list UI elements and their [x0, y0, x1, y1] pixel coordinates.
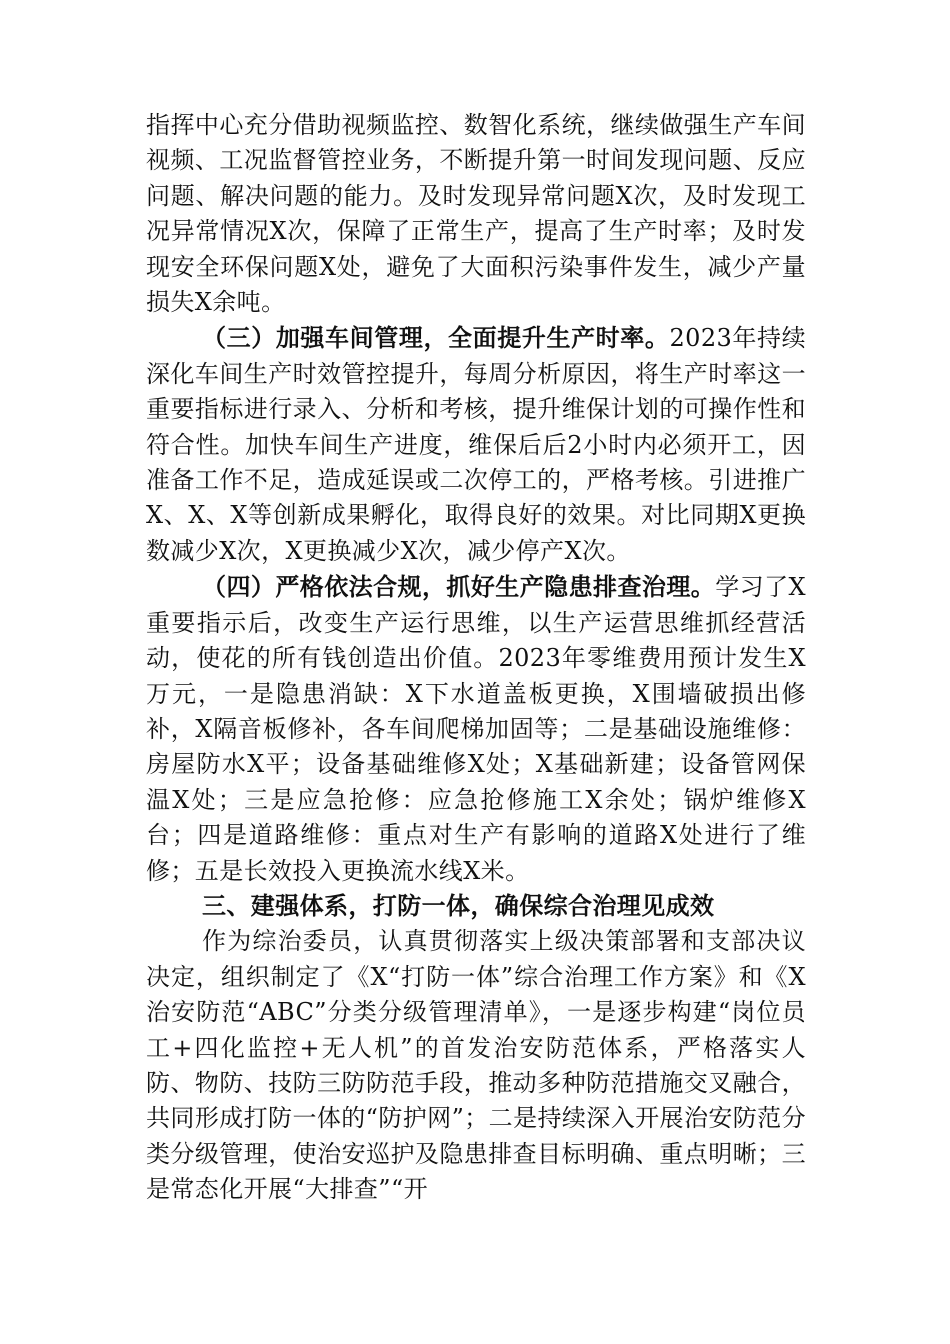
body-paragraph: 作为综治委员，认真贯彻落实上级决策部署和支部决议决定，组织制定了《X“打防一体”综合治理工作方案》和《X治安防范“ABC”分类分级管理清单》，一是逐步构建“岗位员工+四化监控+无人机”的首发治安防范体系，严格落实人防、物防、技防三防防范手段，推动多种防范措施交叉融合，共同形成打防一体的“防护网”；二是持续深入开展治安防范分类分级管理，使治安巡护及隐患排查目标明确、重点明晰；三是常态化开展“大排查”“开 [146, 927, 806, 1204]
section-heading: 三、建强体系，打防一体，确保综合治理见成效 [202, 891, 715, 920]
body-paragraph [146, 569, 806, 889]
paragraph-text: 学习了X重要指示后，改变生产运行思维，以生产运营思维抓经营活动，使花的所有钱创造出价值。2023年零维费用预计发生X万元，一是隐患消缺：X下水道盖板更换，X围墙破损出修补，X隔音板修补，各车间爬梯加固等；二是基础设施维修：房屋防水X平；设备基础维修X处；X基础新建；设备管网保温X处；三是应急抢修：应急抢修施工X余处；锅炉维修X台；四是道路维修：重点对生产有影响的道路X处进行了维修；五是长效投入更换流水线X米。 [146, 573, 807, 885]
paragraph-text: 2023年持续深化车间生产时效管控提升，每周分析原因，将生产时率这一重要指标进行录入、分析和考核，提升维保计划的可操作性和符合性。加快车间生产进度，维保后后2小时内必须开工，因准备工作不足，造成延误或二次停工的，严格考核。引进推广X、X、X等创新成果孵化，取得良好的效果。对比同期X更换数减少X次，X更换减少X次，减少停产X次。 [146, 324, 806, 565]
body-paragraph [146, 320, 806, 569]
body-paragraph: 指挥中心充分借助视频监控、数智化系统，继续做强生产车间视频、工况监督管控业务，不断提升第一时间发现问题、反应问题、解决问题的能力。及时发现异常问题X次，及时发现工况异常情况X次，保障了正常生产，提高了生产时率；及时发现安全环保问题X处，避免了大面积污染事件发生，减少产量损失X余吨。 [146, 111, 806, 317]
subsection-heading: （三）加强车间管理，全面提升生产时率。 [202, 323, 670, 353]
document-body [146, 108, 806, 1208]
subsection-heading: （四）严格依法合规，抓好生产隐患排查治理。 [202, 572, 716, 602]
